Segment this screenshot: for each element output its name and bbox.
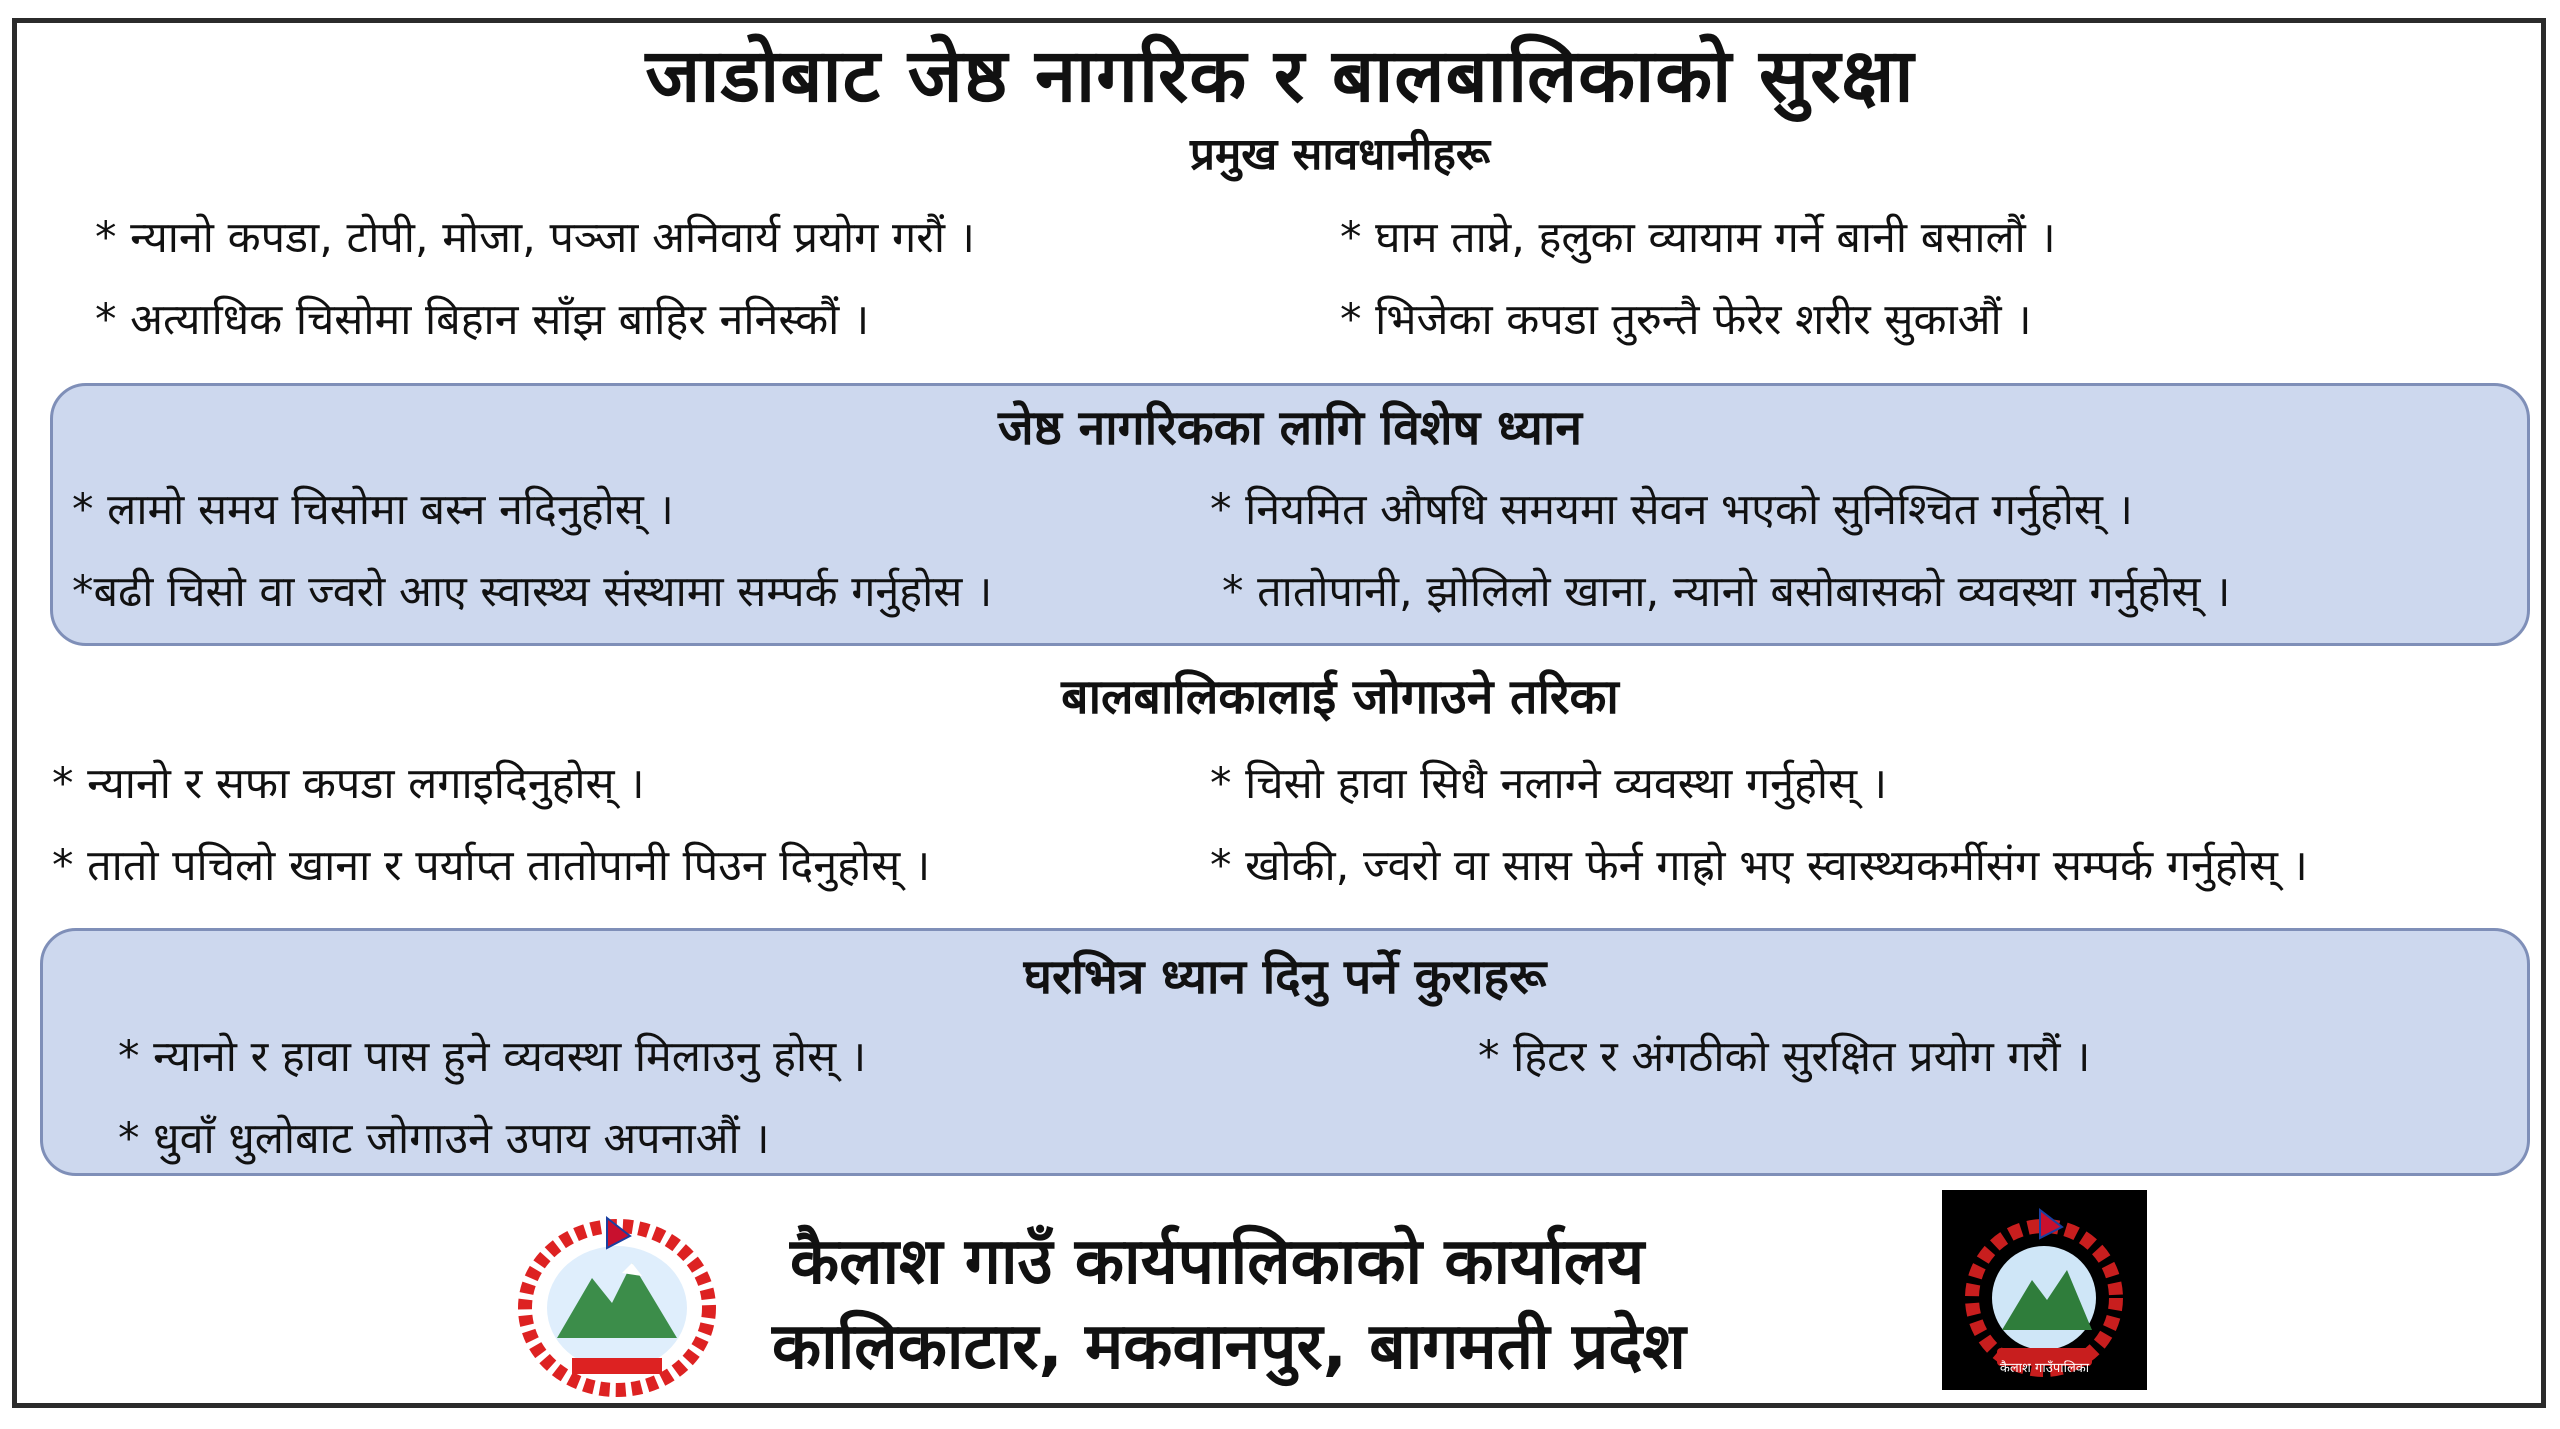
- indoor-item: * न्यानो र हावा पास हुने व्यवस्था मिलाउनु होस् ।: [118, 1032, 867, 1082]
- elderly-item: * नियमित औषधि समयमा सेवन भएको सुनिश्चित गर्नुहोस् ।: [1210, 485, 2133, 535]
- children-item: * चिसो हावा सिधै नलाग्ने व्यवस्था गर्नुहोस् ।: [1210, 759, 1888, 809]
- elderly-item: * तातोपानी, झोलिलो खाना, न्यानो बसोबासको व्यवस्था गर्नुहोस् ।: [1222, 567, 2231, 617]
- elderly-item: * लामो समय चिसोमा बस्न नदिनुहोस् ।: [72, 485, 674, 535]
- general-item: * भिजेका कपडा तुरुन्तै फेरेर शरीर सुकाऔं ।: [1340, 295, 2032, 345]
- general-item: * अत्याधिक चिसोमा बिहान साँझ बाहिर ननिस्कौं ।: [95, 295, 870, 345]
- office-address: कालिकाटार, मकवानपुर, बागमती प्रदेश: [772, 1310, 1686, 1384]
- children-item: * न्यानो र सफा कपडा लगाइदिनुहोस् ।: [52, 759, 645, 809]
- children-item: * तातो पचिलो खाना र पर्याप्त तातोपानी पिउन दिनुहोस् ।: [52, 841, 931, 891]
- indoor-item: * धुवाँ धुलोबाट जोगाउने उपाय अपनाऔं ।: [118, 1114, 770, 1164]
- children-section-title: बालबालिकालाई जोगाउने तरिका: [1061, 669, 1619, 725]
- general-item: * घाम ताप्ने, हलुका व्यायाम गर्ने बानी बसालौं ।: [1340, 213, 2056, 263]
- indoor-panel-title: घरभित्र ध्यान दिनु पर्ने कुराहरू: [1023, 949, 1547, 1005]
- office-name: कैलाश गाउँ कार्यपालिकाको कार्यालय: [790, 1225, 1645, 1299]
- indoor-item: * हिटर र अंगठीको सुरक्षित प्रयोग गरौं ।: [1478, 1032, 2091, 1082]
- municipality-logo: [1942, 1190, 2147, 1390]
- general-item: * न्यानो कपडा, टोपी, मोजा, पञ्जा अनिवार्य प्रयोग गरौं ।: [95, 213, 975, 263]
- children-item: * खोकी, ज्वरो वा सास फेर्न गाह्रो भए स्वास्थ्यकर्मीसंग सम्पर्क गर्नुहोस् ।: [1210, 841, 2308, 891]
- elderly-panel-title: जेष्ठ नागरिकका लागि विशेष ध्यान: [998, 400, 1582, 456]
- poster-title: जाडोबाट जेष्ठ नागरिक र बालबालिकाको सुरक्षा: [645, 33, 1915, 119]
- municipality-logo-text: कैलाश गाउँपालिका: [1999, 1361, 2090, 1376]
- poster-subtitle: प्रमुख सावधानीहरू: [1189, 129, 1491, 180]
- government-emblem-logo: [512, 1208, 722, 1398]
- elderly-item: *बढी चिसो वा ज्वरो आए स्वास्थ्य संस्थामा सम्पर्क गर्नुहोस ।: [72, 567, 993, 617]
